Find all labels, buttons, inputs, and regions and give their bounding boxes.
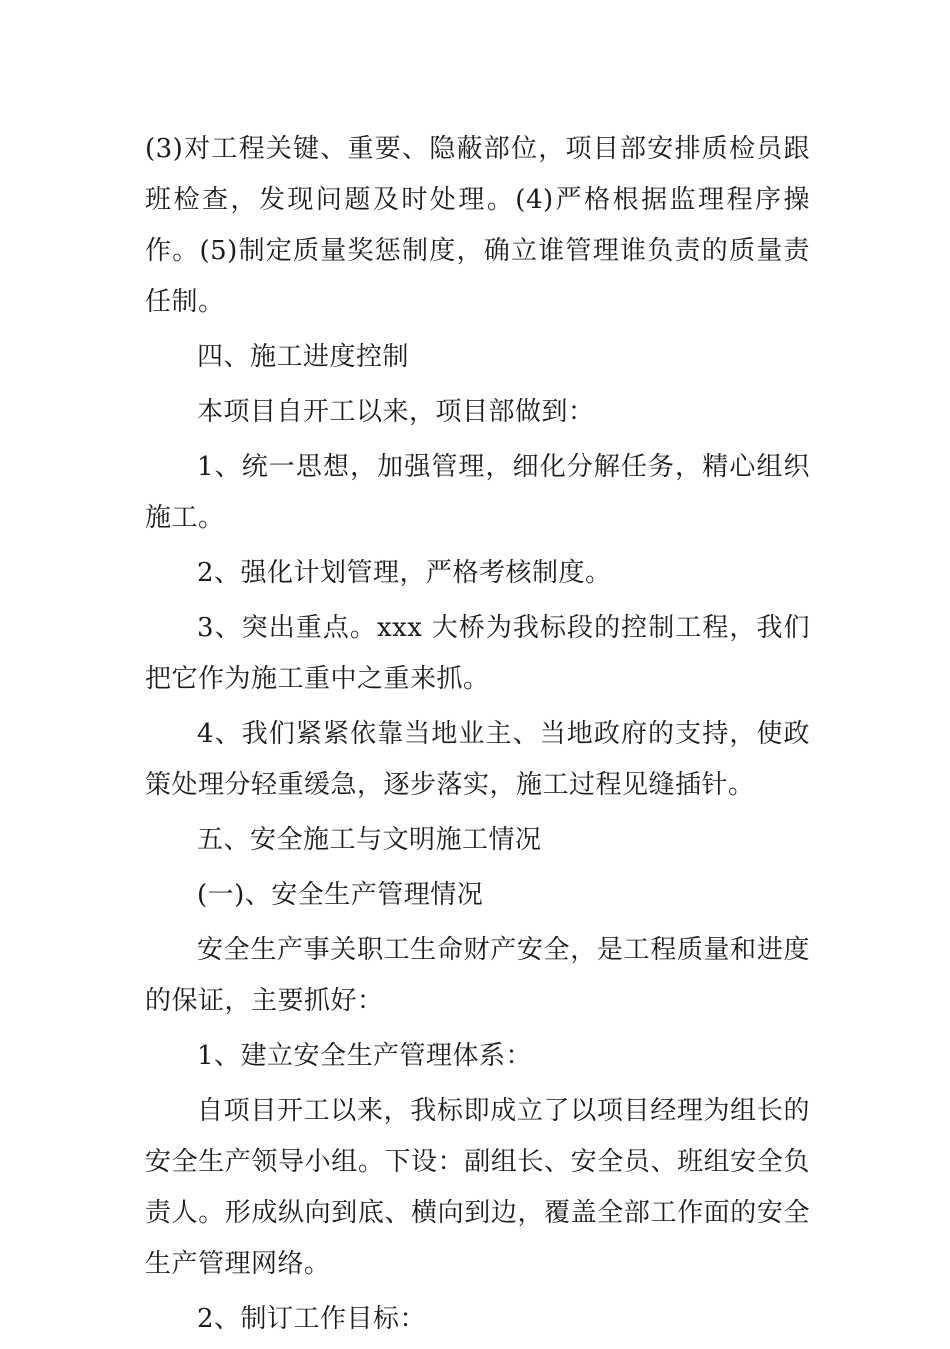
paragraph-safety-intro: 安全生产事关职工生命财产安全，是工程质量和进度的保证，主要抓好： <box>145 935 810 1016</box>
paragraph-schedule-item-3: 3、突出重点。xxx 大桥为我标段的控制工程，我们把它作为施工重中之重来抓。 <box>145 613 810 694</box>
heading-safety-civilized: 五、安全施工与文明施工情况 <box>197 825 542 855</box>
paragraph-schedule-item-1: 1、统一思想，加强管理，细化分解任务，精心组织施工。 <box>145 452 810 533</box>
paragraph-safety-item-2: 2、制订工作目标： <box>197 1304 427 1334</box>
paragraph-quality-measures: (3)对工程关键、重要、隐蔽部位，项目部安排质检员跟班检查，发现问题及时处理。(4)严格根据监理程序操作。(5)制定质量奖惩制度，确立谁管理谁负责的质量责任制。 <box>145 134 810 317</box>
subheading-safety-management: (一)、安全生产管理情况 <box>197 880 484 910</box>
document-body <box>145 124 810 1349</box>
paragraph-schedule-item-2: 2、强化计划管理，严格考核制度。 <box>197 558 612 588</box>
paragraph-safety-organization: 自项目开工以来，我标即成立了以项目经理为组长的安全生产领导小组。下设：副组长、安全员、班组安全负责人。形成纵向到底、横向到边，覆盖全部工作面的安全生产管理网络。 <box>145 1096 810 1279</box>
paragraph-schedule-intro: 本项目自开工以来，项目部做到： <box>197 397 595 427</box>
heading-schedule-control: 四、施工进度控制 <box>197 342 410 372</box>
paragraph-schedule-item-4: 4、我们紧紧依靠当地业主、当地政府的支持，使政策处理分轻重缓急，逐步落实，施工过程见缝插针。 <box>145 719 810 800</box>
paragraph-safety-item-1: 1、建立安全生产管理体系： <box>197 1041 533 1071</box>
